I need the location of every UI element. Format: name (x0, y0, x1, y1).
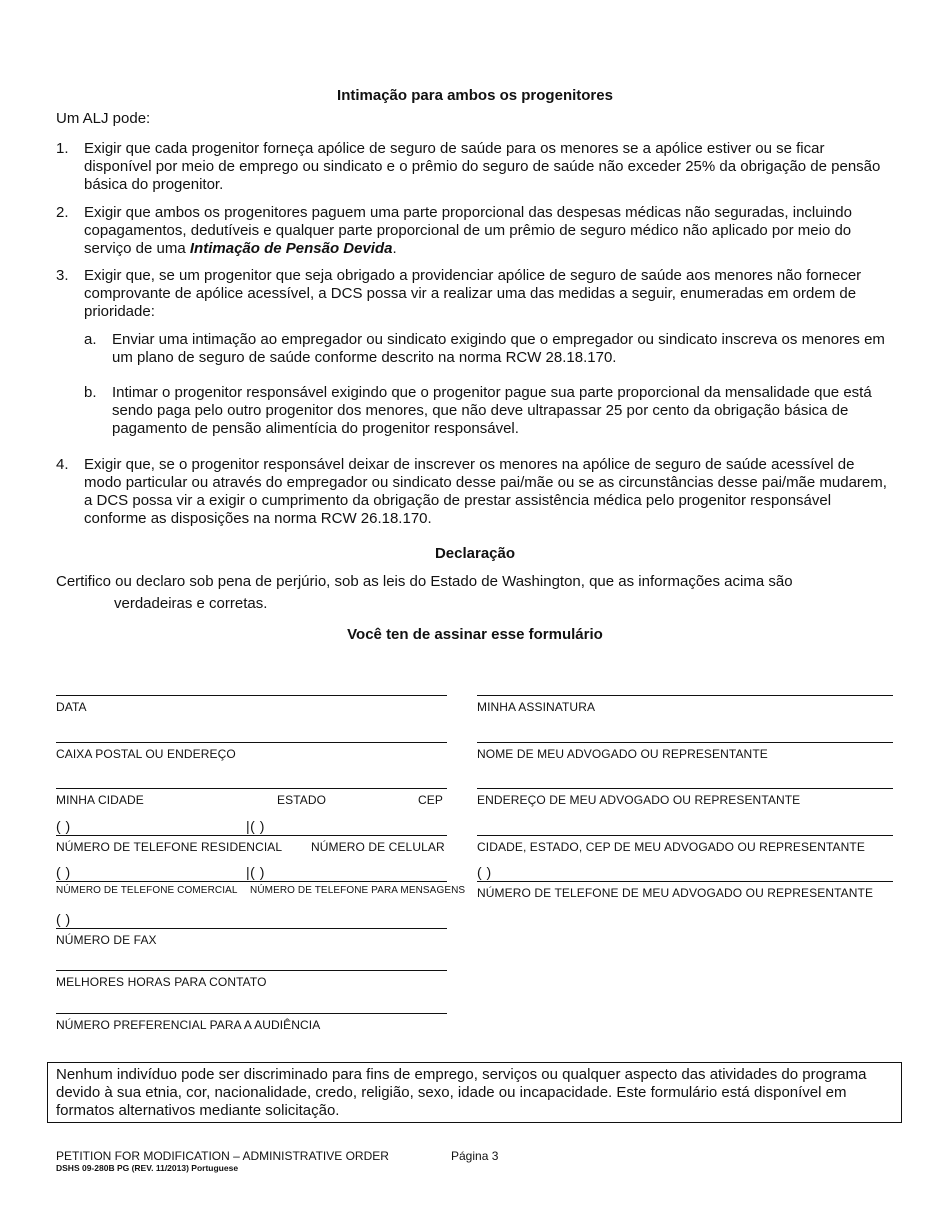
attorney-phone-label: NÚMERO DE TELEFONE DE MEU ADVOGADO OU REPRESENTANTE (477, 886, 874, 900)
attorney-address-label: ENDEREÇO DE MEU ADVOGADO OU REPRESENTANTE (477, 793, 801, 807)
city-state-zip-field[interactable] (56, 788, 447, 808)
item-text: Exigir que, se o progenitor responsável deixar de inscrever os menores na apólice de seguro de saúde acessível de modo particular ou através do empregador ou sindicato desse pai/mãe ou se as circunstâncias desse pai/mãe mudarem, a DCS possa vir a exigir o cumprimento da obrigação de prestar assistência médica pelo progenitor responsável conforme as disposições na norma RCW 26.18.170. (84, 456, 887, 527)
emphasis-text: Intimação de Pensão Devida (189, 240, 393, 257)
item-text: Enviar uma intimação ao empregador ou sindicato exigindo que o empregador ou sindicato inscreva os menores em um plano de seguro de saúde conforme descrito na norma RCW 28.18.170. (112, 331, 885, 366)
fax-area-code: ( ) (56, 911, 71, 927)
item-text: Exigir que, se um progenitor que seja obrigado a providenciar apólice de seguro de saúde aos menores não fornecer comprovante de apólice acessível, a DCS possa vir a realizar uma das medidas a seguir, enumeradas em ordem de prioridade: (84, 267, 862, 320)
form-number: DSHS 09-280B PG (REV. 11/2013) Portuguese (56, 1163, 239, 1173)
fax-label: NÚMERO DE FAX (56, 933, 157, 947)
page-title: Intimação para ambos os progenitores (337, 87, 613, 104)
attorney-city-field[interactable] (477, 835, 893, 855)
sign-notice: Você ten de assinar esse formulário (347, 626, 603, 643)
attorney-phone-field[interactable] (477, 881, 893, 901)
cell-phone-area-code: |( ) (246, 818, 265, 834)
declaration-text-cont: verdadeiras e corretas. (114, 595, 268, 612)
home-phone-label: NÚMERO DE TELEFONE RESIDENCIAL (56, 840, 283, 854)
message-phone-label: NÚMERO DE TELEFONE PARA MENSAGENS (250, 885, 466, 896)
best-times-label: MELHORES HORAS PARA CONTATO (56, 975, 267, 989)
address-label: CAIXA POSTAL OU ENDEREÇO (56, 747, 236, 761)
attorney-name-field[interactable] (477, 742, 893, 762)
item-letter: a. (84, 331, 97, 348)
item-number: 1. (56, 140, 69, 157)
state-label: ESTADO (277, 793, 327, 807)
item-letter: b. (84, 384, 97, 401)
message-phone-area-code: |( ) (246, 864, 265, 880)
intro-text: Um ALJ pode: (56, 110, 151, 127)
work-message-phone-field[interactable] (56, 881, 466, 901)
non-discrimination-notice: Nenhum indivíduo pode ser discriminado para fins de emprego, serviços ou qualquer aspecto das atividades do programa devido à sua etnia, cor, nacionalidade, credo, religião, sexo, idade ou incapacidade. Este formulário está disponível em formatos alternativos mediante solicitação. (47, 1062, 902, 1123)
work-phone-label: NÚMERO DE TELEFONE COMERCIAL (56, 885, 238, 896)
item-text: Exigir que ambos os progenitores paguem uma parte proporcional das despesas médicas não seguradas, incluindo copagamentos, dedutíveis e qualquer parte proporcional de um prêmio de seguro médico não aplicado por meio do serviço de uma Intimação de Pensão Devida. (84, 204, 852, 257)
attorney-name-label: NOME DE MEU ADVOGADO OU REPRESENTANTE (477, 747, 768, 761)
date-label: DATA (56, 700, 87, 714)
home-cell-phone-field[interactable] (56, 835, 447, 855)
attorney-address-field[interactable] (477, 788, 893, 808)
home-phone-area-code: ( ) (56, 818, 71, 834)
item-text: Intimar o progenitor responsável exigindo que o progenitor pague sua parte proporcional da mensalidade que está sendo paga pelo outro progenitor dos menores, que não deve ultrapassar 25 por cento da obrigação básica de pagamento de pensão alimentícia do progenitor responsável. (112, 384, 872, 437)
signature-field[interactable] (477, 695, 893, 715)
attorney-phone-area-code: ( ) (477, 864, 492, 880)
hearing-number-field[interactable] (56, 1013, 447, 1033)
item-number: 3. (56, 267, 69, 284)
hearing-number-label: NÚMERO PREFERENCIAL PARA A AUDIÊNCIA (56, 1018, 321, 1032)
best-times-field[interactable] (56, 970, 447, 990)
cell-phone-label: NÚMERO DE CELULAR (311, 840, 445, 854)
item-text: Exigir que cada progenitor forneça apólice de seguro de saúde para os menores se a apólice estiver ou se ficar disponível por meio de emprego ou sindicato e o prêmio do seguro de saúde não exceder 25% da obrigação de pensão básica do progenitor. (84, 140, 881, 193)
signature-label: MINHA ASSINATURA (477, 700, 596, 714)
fax-field[interactable] (56, 928, 447, 948)
city-label: MINHA CIDADE (56, 793, 144, 807)
address-field[interactable] (56, 742, 447, 762)
form-title: PETITION FOR MODIFICATION – ADMINISTRATIVE ORDER (56, 1149, 389, 1163)
item-number: 4. (56, 456, 69, 473)
declaration-text: Certifico ou declaro sob pena de perjúrio, sob as leis do Estado de Washington, que as informações acima são (56, 573, 793, 590)
work-phone-area-code: ( ) (56, 864, 71, 880)
item-number: 2. (56, 204, 69, 221)
declaration-title: Declaração (434, 545, 516, 562)
attorney-city-label: CIDADE, ESTADO, CEP DE MEU ADVOGADO OU REPRESENTANTE (477, 840, 865, 854)
page-number: Página 3 (451, 1149, 499, 1163)
date-field[interactable] (56, 695, 447, 715)
zip-label: CEP (418, 793, 443, 807)
